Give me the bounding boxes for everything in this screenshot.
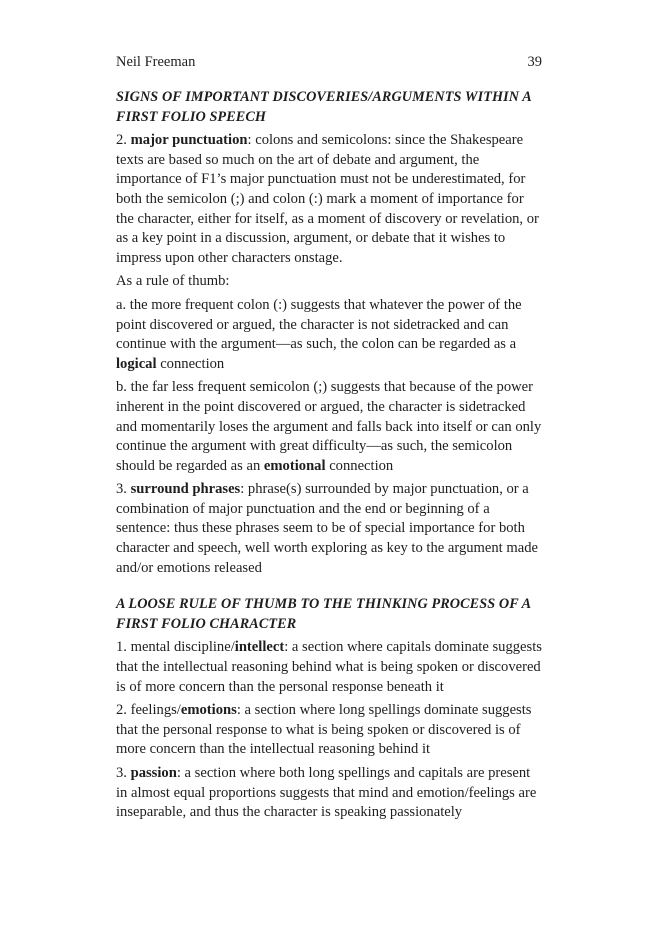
- item-tail: connection: [156, 355, 225, 372]
- item-text: : a section where both long spellings and capitals are present in almost equal proportions suggests that mind and emotion/feelings are inseparable, and thus the character is speaking passionately: [116, 765, 537, 821]
- item-text: : colons and semicolons: since the Shakespeare texts are based so much on the art of debate and argument, the importance of F1’s major punctuation must not be underestimated, for both the semicolon (;) and colon (:) mark a moment of importance for the character, either for itself, as a moment of discovery or revelation, or as a key point in a discussion, argument, or debate that it wishes to impress upon other characters onstage.: [116, 132, 539, 266]
- item-pre: 3.: [116, 765, 131, 781]
- body-text: [116, 88, 544, 827]
- term-surround-phrases: surround phrases: [130, 481, 241, 498]
- paragraph-emotions: [116, 701, 544, 760]
- paragraph-major-punctuation: [116, 131, 544, 268]
- paragraph-surround-phrases: [116, 480, 544, 578]
- paragraph-intellect: [116, 638, 544, 697]
- term-passion: passion: [130, 765, 177, 781]
- item-pre: 1. mental discipline/: [116, 639, 235, 656]
- item-number: 2.: [116, 132, 127, 149]
- item-text: b. the far less frequent semicolon (;) suggests that because of the power inherent in the point discovered or argued, the character is sidetracked and momentarily loses the argument and falls back into itself or can only continue the argument with great difficulty—as such, the semicolon should be regarded as an: [116, 379, 542, 474]
- term-intellect: intellect: [234, 639, 285, 656]
- term-emotions: emotions: [180, 702, 237, 719]
- running-head-author: Neil Freeman: [116, 54, 196, 70]
- item-text: : a section where long spellings dominate suggests that the personal response to what is being spoken or discovered is of more concern than the intellectual reasoning behind it: [116, 702, 532, 758]
- paragraph-semicolon: [116, 378, 544, 476]
- section-heading-discoveries: SIGNS OF IMPORTANT DISCOVERIES/ARGUMENTS WITHIN A FIRST FOLIO SPEECH: [116, 89, 532, 125]
- page-number: 39: [527, 54, 542, 70]
- term-major-punctuation: major punctuation: [130, 132, 248, 149]
- item-tail: connection: [325, 457, 394, 474]
- paragraph-passion: [116, 764, 544, 823]
- item-pre: 2. feelings/: [116, 702, 181, 719]
- section-heading-thinking-process: A LOOSE RULE OF THUMB TO THE THINKING PROCESS OF A FIRST FOLIO CHARACTER: [116, 596, 531, 632]
- paragraph-rule-of-thumb: As a rule of thumb:: [116, 273, 230, 290]
- term-emotional: emotional: [263, 457, 326, 474]
- item-text: : phrase(s) surrounded by major punctuation, or a combination of major punctuation and the end or beginning of a sentence: thus these phrases seem to be of special importance for both character and speech, well worth exploring as key to the argument made and/or emotions released: [116, 481, 538, 576]
- item-number: 3.: [116, 481, 127, 498]
- term-logical: logical: [116, 355, 157, 372]
- running-head: [116, 54, 542, 74]
- item-text: : a section where capitals dominate suggests that the intellectual reasoning behind what is being spoken or discovered is of more concern than the personal response beneath it: [116, 639, 542, 695]
- paragraph-colon: [116, 296, 544, 374]
- item-text: a. the more frequent colon (:) suggests that whatever the power of the point discovered or argued, the character is not sidetracked and can continue with the argument—as such, the colon can be regarded as a: [116, 296, 522, 353]
